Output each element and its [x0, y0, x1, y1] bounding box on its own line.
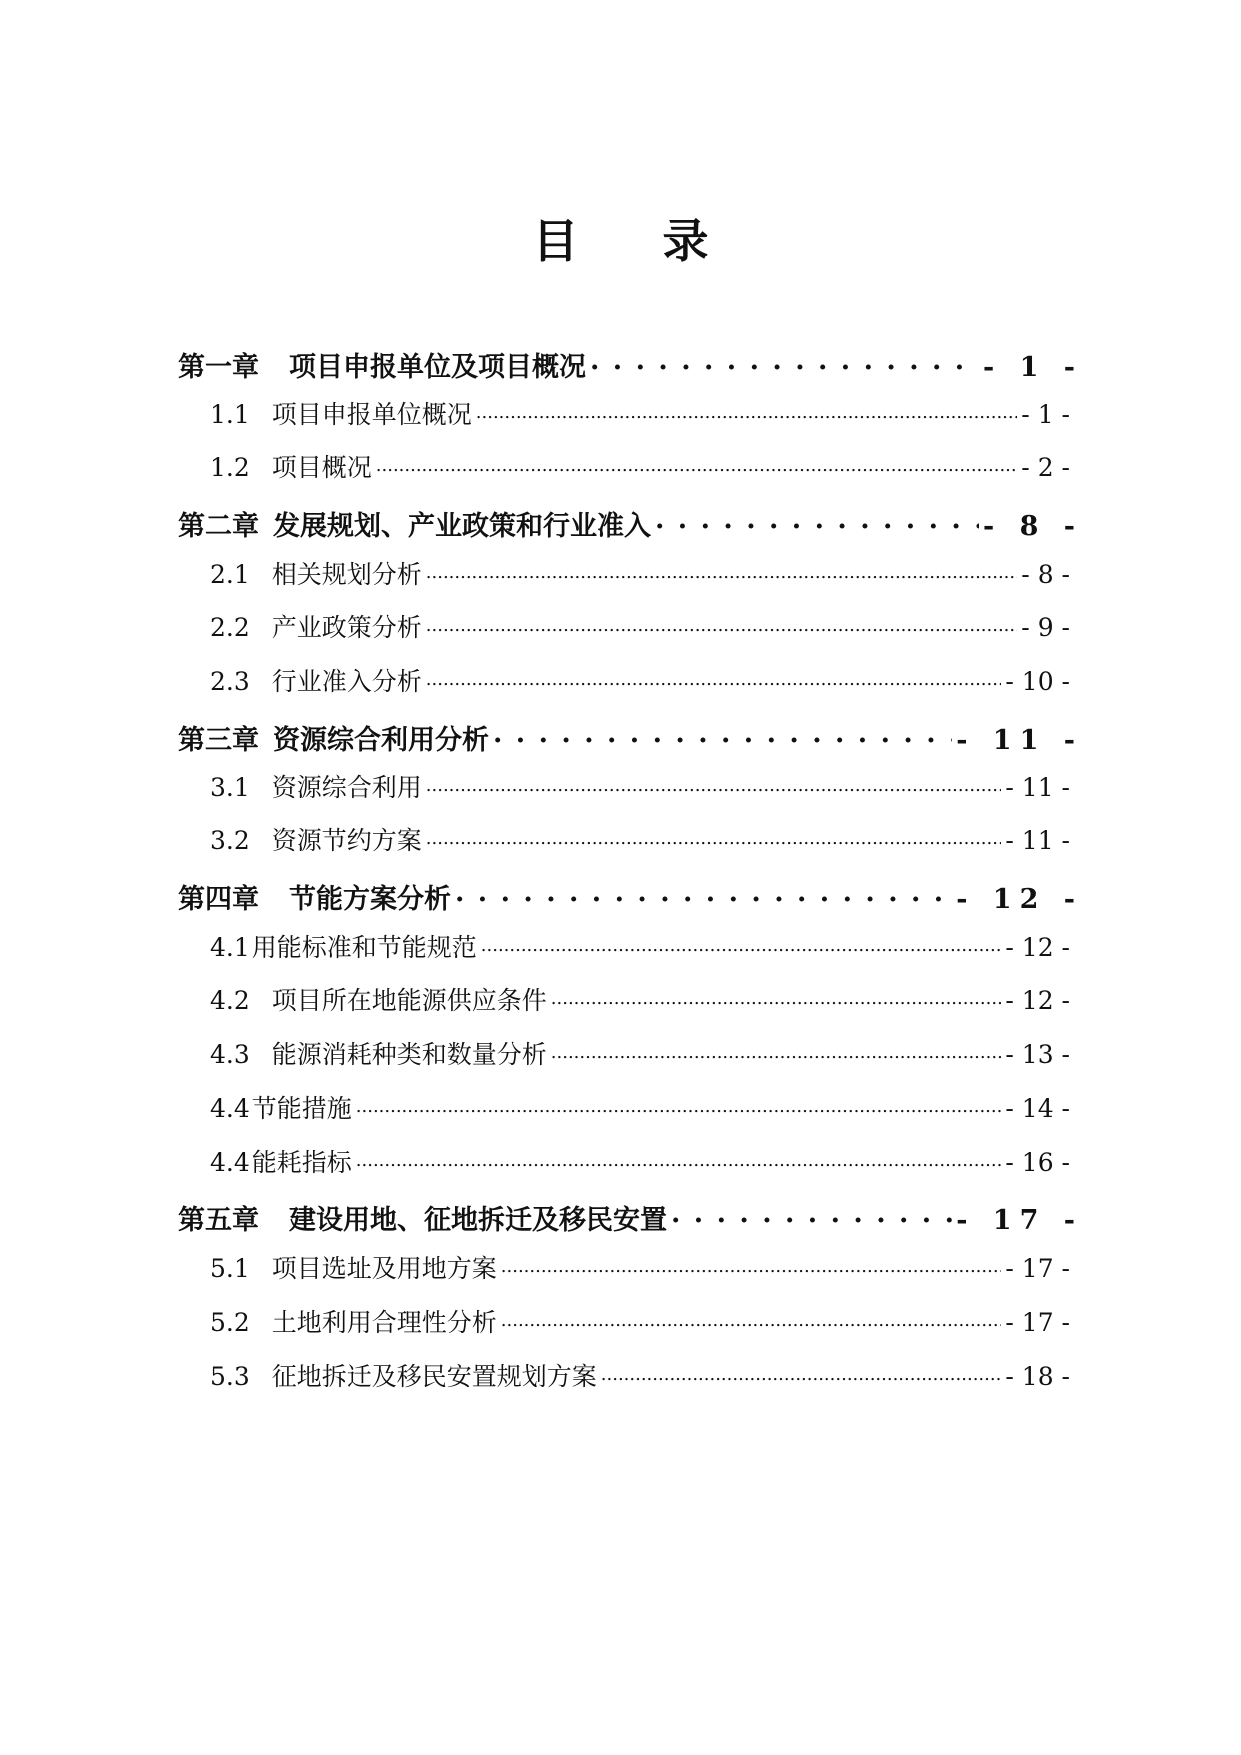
toc-section-entry[interactable]	[210, 1035, 1070, 1071]
toc-section-entry[interactable]	[210, 662, 1070, 698]
toc-section-entry[interactable]	[210, 608, 1070, 644]
toc-section-entry[interactable]	[210, 768, 1070, 804]
toc-entry-title: 能耗指标	[251, 1148, 352, 1177]
toc-entry-title: 征地拆迁及移民安置规划方案	[271, 1362, 597, 1391]
toc-section-entry[interactable]	[210, 928, 1070, 964]
toc-entry-title: 发展规划、产业政策和行业准入	[273, 511, 651, 542]
toc-dot-leader	[426, 665, 1002, 690]
toc-page-number: - 11 -	[956, 725, 1083, 756]
toc-page-number: - 17 -	[1005, 1308, 1070, 1337]
toc-dot-leader	[426, 558, 1018, 583]
toc-page-number: - 2 -	[1021, 453, 1070, 482]
toc-section-entry[interactable]	[210, 1089, 1070, 1125]
toc-dot-leader	[501, 1252, 1002, 1277]
toc-entry-number: 5.1	[210, 1254, 250, 1283]
toc-dot-leader	[551, 1038, 1002, 1063]
toc-entry-title: 节能方案分析	[289, 884, 451, 915]
toc-entry-title: 资源综合利用	[271, 773, 422, 802]
toc-entry-number: 2.2	[210, 613, 250, 642]
toc-dot-leader	[671, 1202, 952, 1229]
toc-section-entry[interactable]	[210, 1249, 1070, 1285]
toc-entry-number: 4.2	[210, 986, 250, 1015]
toc-dot-leader	[376, 451, 1018, 476]
toc-entry-title: 资源综合利用分析	[273, 725, 489, 756]
toc-dot-leader	[481, 931, 1002, 956]
toc-section-entry[interactable]	[210, 1143, 1070, 1179]
toc-chapter-entry[interactable]	[178, 718, 1083, 757]
toc-dot-leader	[426, 611, 1018, 636]
toc-section-entry[interactable]	[210, 1357, 1070, 1393]
toc-dot-leader	[476, 398, 1018, 423]
toc-section-entry[interactable]	[210, 1303, 1070, 1339]
toc-entry-title: 资源节约方案	[271, 826, 422, 855]
toc-page-number: - 13 -	[1005, 1040, 1070, 1069]
toc-section-entry[interactable]	[210, 448, 1070, 484]
toc-page-number: - 16 -	[1005, 1148, 1070, 1177]
toc-dot-leader	[590, 349, 979, 376]
toc-page-number: - 11 -	[1005, 826, 1070, 855]
toc-chapter-entry[interactable]	[178, 504, 1083, 543]
toc-entry-number: 3.2	[210, 826, 250, 855]
toc-entry-title: 节能措施	[251, 1094, 352, 1123]
toc-entry-number: 4.4	[210, 1094, 250, 1123]
toc-chapter-entry[interactable]	[178, 877, 1083, 916]
toc-entry-title: 项目申报单位概况	[271, 400, 472, 429]
toc-page-number: - 8 -	[983, 511, 1083, 542]
toc-entry-number: 1.2	[210, 453, 250, 482]
toc-entry-number: 5.3	[210, 1362, 250, 1391]
toc-section-entry[interactable]	[210, 821, 1070, 857]
toc-chapter-entry[interactable]	[178, 345, 1083, 384]
toc-dot-leader	[655, 508, 979, 535]
toc-entry-title: 行业准入分析	[271, 667, 422, 696]
toc-entry-number: 第一章	[178, 352, 259, 383]
toc-entry-number: 4.4	[210, 1148, 250, 1177]
toc-dot-leader	[356, 1146, 1002, 1171]
toc-entry-title: 项目所在地能源供应条件	[271, 986, 547, 1015]
toc-dot-leader	[601, 1360, 1002, 1385]
toc-entry-number: 4.3	[210, 1040, 250, 1069]
toc-page-number: - 1 -	[983, 352, 1083, 383]
toc-entry-title: 相关规划分析	[271, 560, 422, 589]
toc-entry-number: 1.1	[210, 400, 250, 429]
toc-entry-number: 第五章	[178, 1205, 259, 1236]
toc-entry-number: 2.1	[210, 560, 250, 589]
toc-page-number: - 1 -	[1021, 400, 1070, 429]
toc-dot-leader	[501, 1306, 1002, 1331]
toc-section-entry[interactable]	[210, 395, 1070, 431]
toc-page-number: - 17 -	[956, 1205, 1083, 1236]
toc-entry-number: 第三章	[178, 725, 259, 756]
toc-page-number: - 11 -	[1005, 773, 1070, 802]
toc-entry-title: 土地利用合理性分析	[271, 1308, 497, 1337]
toc-page-number: - 9 -	[1021, 613, 1070, 642]
toc-entry-title: 项目申报单位及项目概况	[289, 352, 586, 383]
toc-page-number: - 12 -	[1005, 933, 1070, 962]
toc-dot-leader	[455, 881, 952, 908]
toc-dot-leader	[493, 722, 952, 749]
toc-entry-title: 项目选址及用地方案	[271, 1254, 497, 1283]
toc-page-number: - 8 -	[1021, 560, 1070, 589]
toc-chapter-entry[interactable]	[178, 1198, 1083, 1237]
toc-page-number: - 18 -	[1005, 1362, 1070, 1391]
toc-entry-number: 4.1	[210, 933, 250, 962]
toc-page-number: - 14 -	[1005, 1094, 1070, 1123]
toc-entry-number: 5.2	[210, 1308, 250, 1337]
toc-dot-leader	[426, 771, 1002, 796]
toc-entry-number: 2.3	[210, 667, 250, 696]
toc-page-number: - 12 -	[1005, 986, 1070, 1015]
toc-dot-leader	[426, 824, 1002, 849]
toc-entry-title: 产业政策分析	[271, 613, 422, 642]
toc-dot-leader	[551, 984, 1002, 1009]
toc-section-entry[interactable]	[210, 555, 1070, 591]
toc-entry-title: 能源消耗种类和数量分析	[271, 1040, 547, 1069]
page-title: 目录	[532, 214, 793, 268]
toc-entry-number: 第二章	[178, 511, 259, 542]
toc-dot-leader	[356, 1092, 1002, 1117]
toc-entry-title: 项目概况	[271, 453, 372, 482]
toc-entry-number: 3.1	[210, 773, 250, 802]
toc-page-number: - 17 -	[1005, 1254, 1070, 1283]
toc-entry-title: 用能标准和节能规范	[251, 933, 477, 962]
toc-page-number: - 10 -	[1005, 667, 1070, 696]
toc-section-entry[interactable]	[210, 981, 1070, 1017]
toc-entry-title: 建设用地、征地拆迁及移民安置	[289, 1205, 667, 1236]
toc-entry-number: 第四章	[178, 884, 259, 915]
toc-page-number: - 12 -	[956, 884, 1083, 915]
